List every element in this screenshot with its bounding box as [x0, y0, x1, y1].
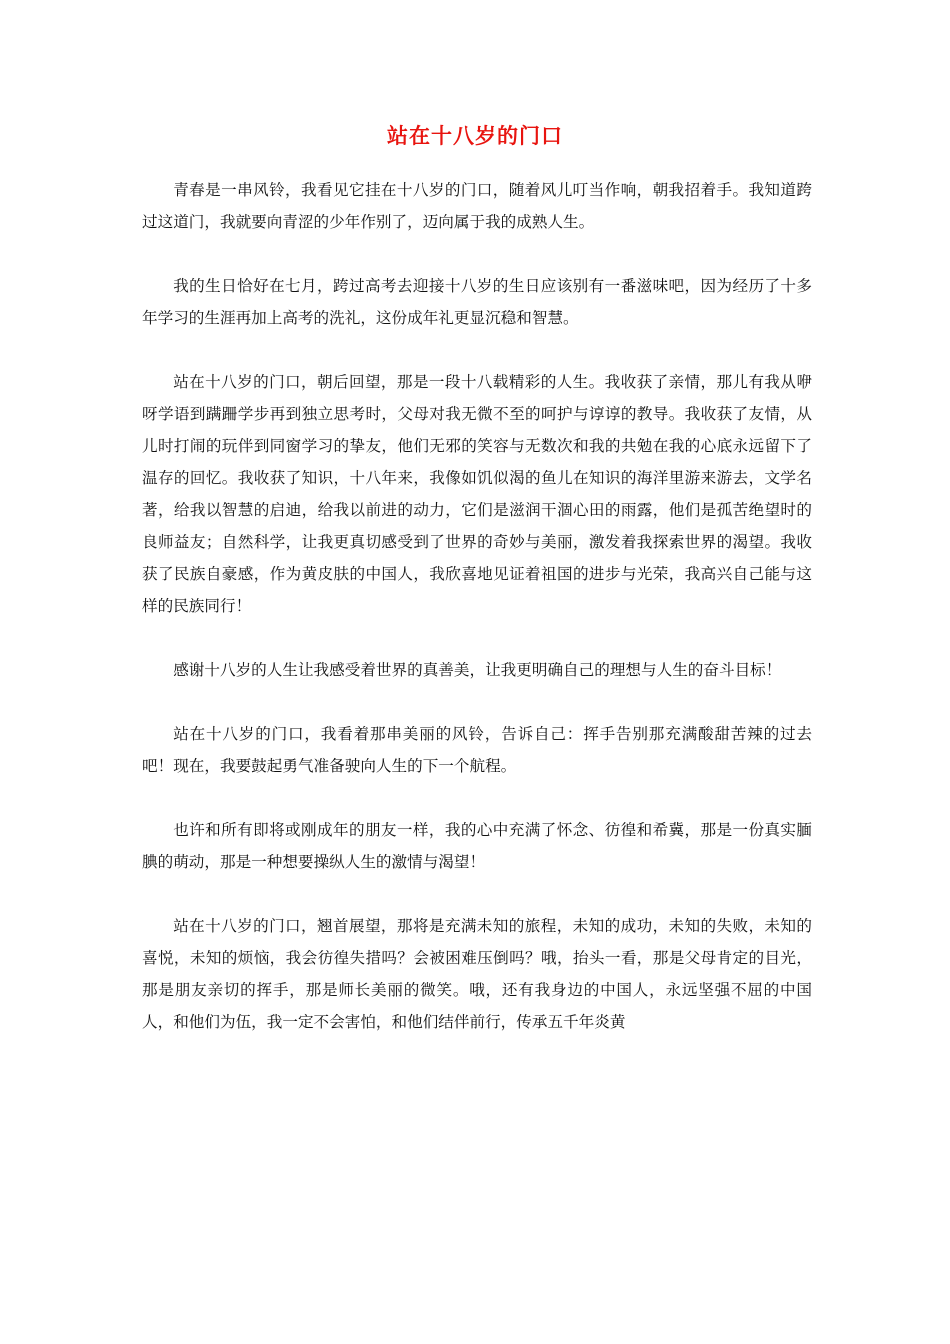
paragraph-4: 感谢十八岁的人生让我感受着世界的真善美，让我更明确自己的理想与人生的奋斗目标！ — [173, 661, 782, 679]
paragraph-3: 站在十八岁的门口，朝后回望，那是一段十八载精彩的人生。我收获了亲情，那儿有我从咿呀学语到蹒跚学步再到独立思考时，父母对我无微不至的呵护与谆谆的教导。我收获了友情，从儿时打闹的玩伴到同窗学习的挚友，他们无邪的笑容与无数次和我的共勉在我的心底永远留下了温存的回忆。我收获了知识，十八年来，我像如饥似渴的鱼儿在知识的海洋里游来游去，文学名著，给我以智慧的启迪，给我以前进的动力，它们是滋润干涸心田的雨露，他们是孤苦绝望时的良师益友；自然科学，让我更真切感受到了世界的奇妙与美丽，激发着我探索世界的渴望。我收获了民族自豪感，作为黄皮肤的中国人，我欣喜地见证着祖国的进步与光荣，我高兴自己能与这样的民族同行！ — [142, 373, 812, 615]
paragraph-6: 也许和所有即将或刚成年的朋友一样，我的心中充满了怀念、彷徨和希冀，那是一份真实腼腆的萌动，那是一种想要操纵人生的激情与渴望！ — [142, 821, 812, 871]
paragraph-5: 站在十八岁的门口，我看着那串美丽的风铃，告诉自己：挥手告别那充满酸甜苦辣的过去吧！现在，我要鼓起勇气准备驶向人生的下一个航程。 — [142, 725, 812, 775]
paragraph-1: 青春是一串风铃，我看见它挂在十八岁的门口，随着风儿叮当作响，朝我招着手。我知道跨过这道门，我就要向青涩的少年作别了，迈向属于我的成熟人生。 — [142, 181, 812, 231]
paragraph-7: 站在十八岁的门口，翘首展望，那将是充满未知的旅程，未知的成功，未知的失败，未知的喜悦，未知的烦恼，我会彷徨失措吗？会被困难压倒吗？哦，抬头一看，那是父母肯定的目光，那是朋友亲切的挥手，那是师长美丽的微笑。哦，还有我身边的中国人，永远坚强不屈的中国人，和他们为伍，我一定不会害怕，和他们结伴前行，传承五千年炎黄 — [142, 917, 812, 1031]
paragraph-2: 我的生日恰好在七月，跨过高考去迎接十八岁的生日应该别有一番滋味吧，因为经历了十多年学习的生涯再加上高考的洗礼，这份成年礼更显沉稳和智慧。 — [142, 277, 812, 327]
document-title: 站在十八岁的门口 — [387, 123, 563, 148]
document-body — [142, 174, 812, 1070]
